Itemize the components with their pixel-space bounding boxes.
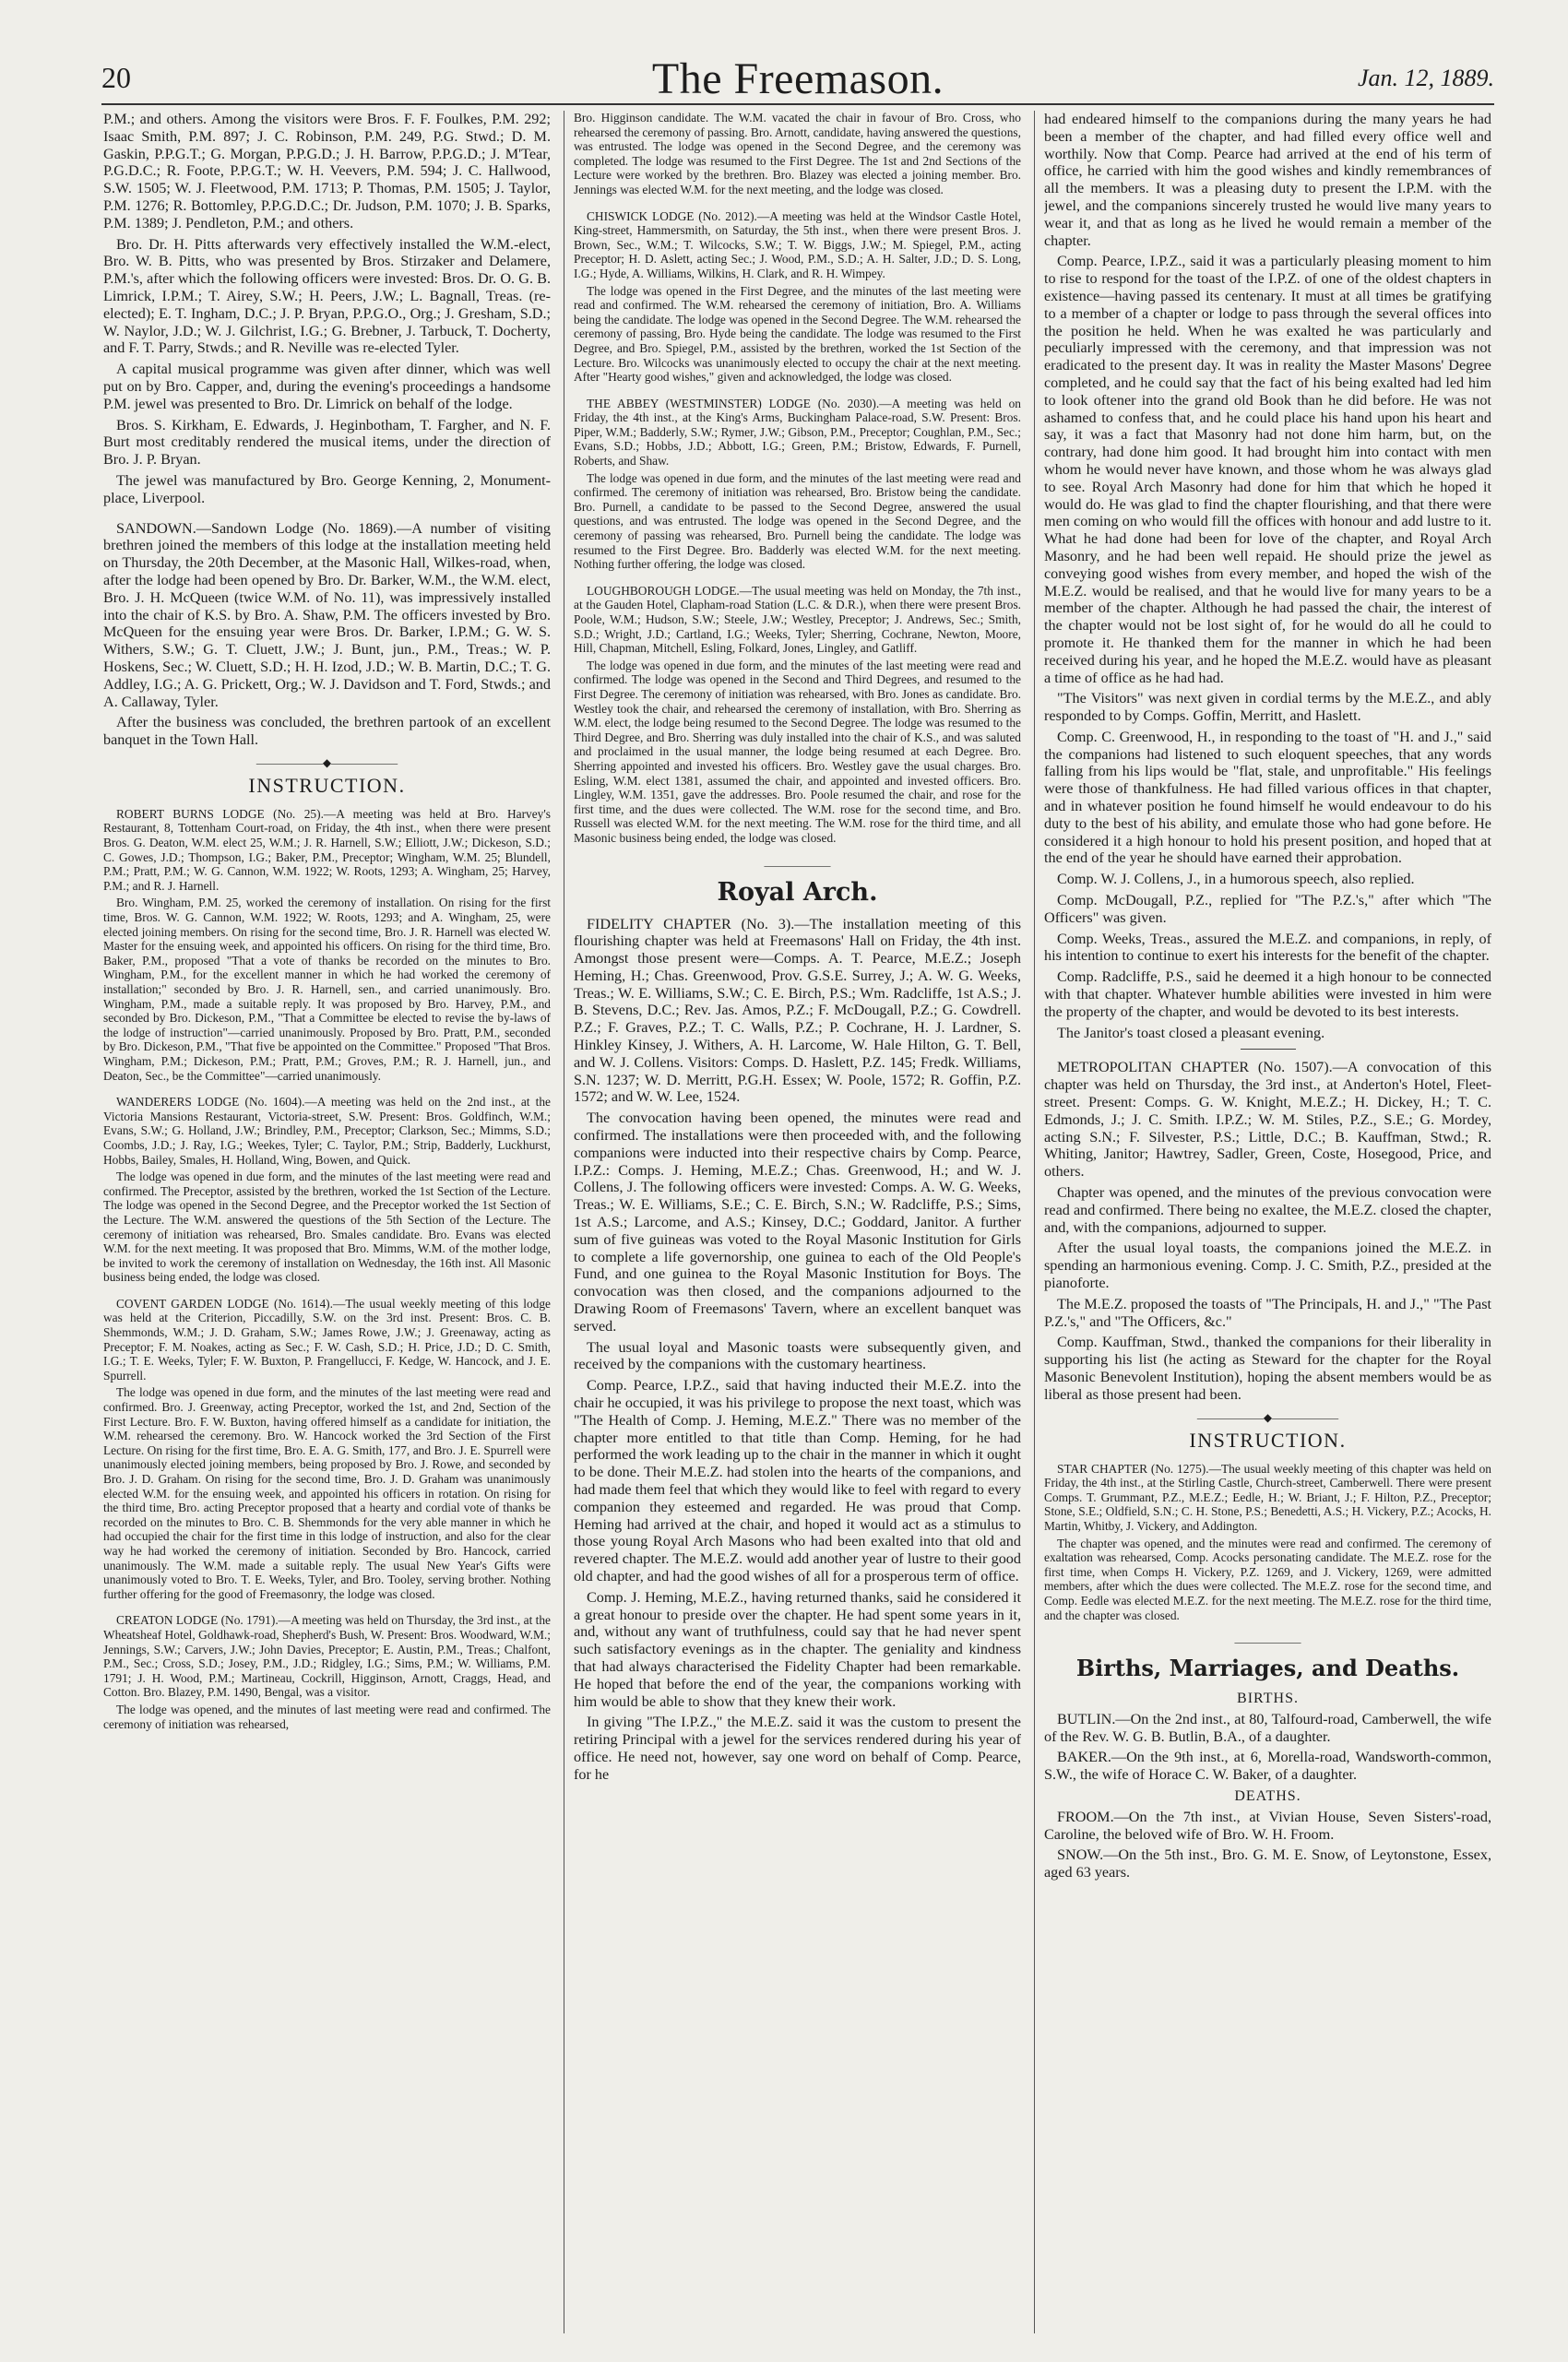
- paragraph: Comp. Pearce, I.P.Z., said that having inducted their M.E.Z. into the chair he occupied, it was his privilege to propose the next toast, which was "The Health of Comp. J. Heming, M.E.Z." There was no member of the chapter more entitled to that title than Comp. Heming, for he had performed the work leading up to the chair in the manner in which it ought to be done. Their M.E.Z. had stolen into the hearts of the companions, and had made them feel that which they would like to feel with regard to every companion they esteemed and regarded. He was proud that Comp. Heming had arrived at the chair, and hoped it would act as a stimulus to those young Royal Arch Masons who had been exalted into that old and revered chapter. The M.E.Z. would add another year of lustre to their good old chapter, and had the good wishes of all for a prosperous term of office.: [574, 1377, 1021, 1585]
- lodge-report: CREATON LODGE (No. 1791).—A meeting was held on Thursday, the 3rd inst., at the Wheatsheaf Hotel, Goldhawk-road, Shepherd's Bush, W. Present: Bros. Woodward, W.M.; Jennings, S.W.; Carvers, J.W.; John Davies, Preceptor; E. Austin, P.M., Treas.; Chalfont, P.M., Sec.; Cross, S.D.; Josey, P.M., J.D.; Ridgley, I.G.; Sims, P.M.; W. Williams, P.M. 1791; J. H. Wood, P.M.; Martineau, Cockrill, Higginson, Arnott, Craggs, Head, and Cotton. Bro. Blazey, P.M. 1490, Bengal, was a visitor.: [103, 1613, 551, 1700]
- lodge-report: The lodge was opened in due form, and the minutes of the last meeting were read and confirmed. The lodge was opened in the Second and Third Degrees, and resumed to the First Degree. The ceremony of initiation was rehearsed, with Bro. Jones as candidate. Bro. Westley took the chair, and rehearsed the ceremony of installation, with Bro. Sherring as W.M. elect, the lodge being resumed to the Second Degree. The lodge was resumed to the Third Degree, and Bro. Sherring was duly installed into the chair of K.S., and was saluted and proclaimed in the usual manner, the lodge being resumed at each Degree. Bro. Sherring appointed and invested his officers. Bro. Westley gave the usual charges. Bro. Esling, W.M. elect 1381, assumed the chair, and appointed and invested officers. Bro. Lingley, W.M. 1351, gave the addresses. Bro. Poole resumed the chair, and rose for the first time, and the dues were collected. The W.M. rose for the second time, and Bro. Russell was elected W.M. for the next meeting. The W.M. rose for the third time, and all Masonic business being ended, the lodge was closed.: [574, 658, 1021, 845]
- paragraph: After the usual loyal toasts, the companions joined the M.E.Z. in spending an harmonious evening. Comp. J. C. Smith, P.Z., presided at the pianoforte.: [1044, 1240, 1491, 1291]
- column-3: [1044, 111, 1491, 2343]
- paragraph: Bros. S. Kirkham, E. Edwards, J. Heginbotham, T. Fargher, and N. F. Burt most creditably rendered the musical items, under the direction of Bro. J. P. Bryan.: [103, 416, 551, 469]
- births-label: BIRTHS.: [1237, 1691, 1299, 1707]
- notice: FROOM.—On the 7th inst., at Vivian House, Seven Sisters'-road, Caroline, the beloved wife of Bro. W. H. Froom.: [1044, 1809, 1491, 1844]
- notice: SNOW.—On the 5th inst., Bro. G. M. E. Snow, of Leytonstone, Essex, aged 63 years.: [1044, 1846, 1491, 1881]
- notice: BAKER.—On the 9th inst., at 6, Morella-road, Wandsworth-common, S.W., the wife of Horace C. W. Baker, of a daughter.: [1044, 1748, 1491, 1783]
- paragraph: Bro. Dr. H. Pitts afterwards very effectively installed the W.M.-elect, Bro. W. B. Pitts, who was presented by Bros. Stirzaker and Delamere, P.M.'s, after which the following officers were invested: Bros. Dr. O. G. B. Limrick, I.P.M.; T. Airey, S.W.; H. Peers, J.W.; L. Bagnall, Treas. (re-elected); E. T. Ingham, D.C.; J. P. Bryan, P.P.G.O., Org.; J. Gresham, S.D.; W. Naylor, J.D.; W. J. Gilchrist, I.G.; G. Brebner, J. Tarbuck, T. Docherty, and F. T. Parry, Stwds.; and R. Neville was re-elected Tyler.: [103, 235, 551, 357]
- lodge-report-sandown: SANDOWN.—Sandown Lodge (No. 1869).—A number of visiting brethren joined the members of this lodge at the installation meeting held on Thursday, the 20th December, at the Masonic Hall, Wilkes-road, when, after the lodge had been opened by Bro. Dr. Barker, W.M., the W.M. elect, Bro. J. H. McQueen (twice W.M. of No. 11), was impressively installed into the chair of K.S. by Bro. A. Shaw, P.M. The officers invested by Bro. McQueen for the ensuing year were Bros. Dr. Barker, I.P.M.; G. W. S. Withers, S.W.; G. T. Cluett, J.W.; J. Bunt, jun., P.M., Treas.; W. P. Hoskens, Sec.; W. Cluett, S.D.; H. H. Izod, J.D.; W. B. Martin, D.C.; T. G. Addley, I.G.; A. G. Prickett, Org.; W. J. Davidson and T. Ford, Stwds.; and A. Callaway, Tyler.: [103, 519, 551, 710]
- column-1: [103, 111, 551, 2343]
- paragraph: The Janitor's toast closed a pleasant evening.: [1057, 1024, 1325, 1041]
- lodge-report: The lodge was opened in the First Degree, and the minutes of the last meeting were read and confirmed. The W.M. rehearsed the ceremony of initiation, Bro. A. Williams being the candidate. The lodge was opened in the Second Degree. The W.M. rehearsed the ceremony of passing, Bro. Hyde being the candidate. The lodge was resumed to the First Degree, and Bro. Spiegel, P.M., assisted by the brethren, worked the 1st Section of the Lecture. Bro. Wilcocks was unanimously elected to occupy the chair at the next meeting. After "Hearty good wishes," given and acknowledged, the lodge was closed.: [574, 283, 1021, 385]
- page-header: [101, 53, 1494, 101]
- column-divider: [1034, 111, 1035, 2333]
- divider: [1241, 1049, 1296, 1050]
- ornament-divider: ——————◆——————: [255, 755, 398, 769]
- lodge-report: Bro. Wingham, P.M. 25, worked the ceremony of installation. On rising for the first time, Bros. W. G. Cannon, W.M. 1922; W. Roots, 1293; and A. Wingham, 25, were elected joining members. On rising for the second time, Bro. J. R. Harnell was elected W. Master for the ensuing week, and appointed his officers. On rising for the third time, Bro. Baker, P.M., proposed "That a vote of thanks be recorded on the minutes to Bro. Wingham, P.M., for the excellent manner in which he had worked the ceremony of installation;" seconded by Bro. J. R. Harnell, sen., and carried unanimously. Bro. Wingham, P.M., made a suitable reply. It was proposed by Bro. Harvey, P.M., and seconded by Bro. Dickeson, P.M., "That a Committee be elected to revise the by-laws of the lodge of instruction"—carried unanimously. Proposed by Bro. Pratt, P.M., seconded by Bro. Dickeson, P.M., "That five be appointed on the Committee." Proposed "That Bros. Wingham, P.M.; Dickeson, P.M.; Pratt, P.M.; Groves, P.M.; R. J. Harnell, jun., and Deaton, Sec., be the Committee"—carried unanimously.: [103, 896, 551, 1083]
- lodge-report: The lodge was opened in due form, and the minutes of the last meeting were read and confirmed. Bro. J. Greenway, acting Preceptor, worked the 1st, and 2nd, Section of the First Lecture. Bro. F. W. Buxton, having offered himself as a candidate for initiation, the W.M. rehearsed the ceremony. Bro. W. Hancock worked the 3rd Section of the First Lecture. On rising for the first time, Bro. E. A. G. Smith, 177, and Bro. J. E. Spurrell were unanimously elected joining members, being proposed by Bro. J. Rowe, and seconded by Bro. J. D. Graham. On rising for the second time, Bro. J. D. Graham was unanimously elected W.M. for the ensuing week, and appointed his officers in rotation. On rising for the third time, Bro. acting Preceptor proposed that a hearty and cordial vote of thanks be recorded on the minutes to Bro. C. B. Shemmonds for the very able manner in which he had occupied the chair for the first time in this lodge of instruction, and also for the clear way he had worked the ceremony of initiation. Seconded by Bro. Hancock, carried unanimously. The W.M. made a suitable reply. The usual New Year's Gifts were unanimously voted to Bro. T. E. Weeks, Tyler, and Bro. Tooley, serving brother. Nothing further offering for the good of Freemasonry, the lodge was closed.: [103, 1385, 551, 1601]
- notice: BUTLIN.—On the 2nd inst., at 80, Talfourd-road, Camberwell, the wife of the Rev. W. G. B. Butlin, B.A., of a daughter.: [1044, 1711, 1491, 1745]
- paragraph: P.M.; and others. Among the visitors were Bros. F. F. Foulkes, P.M. 292; Isaac Smith, P.M. 897; J. C. Robinson, P.M. 249, P.G. Stwd.; D. M. Gaskin, P.P.G.T.; G. Morgan, P.P.G.D.; J. H. Barrow, P.P.G.D.; J. M'Tear, P.G.D.C.; R. Foote, P.P.G.T.; W. H. Veevers, P.M. 594; J. C. Hallwood, S.W. 1505; W. J. Fleetwood, P.M. 1713; P. Thomas, P.M. 1505; J. Taylor, P.M. 1276; R. Bottomley, P.P.G.D.C.; Dr. Judson, P.M. 1070; J. B. Sparks, P.M. 1389; J. Pendleton, P.M.; and others.: [103, 111, 551, 231]
- lodge-report: The lodge was opened in due form, and the minutes of the last meeting were read and confirmed. The Preceptor, assisted by the brethren, worked the 1st Section of the Lecture. The lodge was opened in the Second Degree, and the Preceptor worked the 1st Section of the Lecture. The W.M. answered the questions of the 5th Section of the Lecture. The ceremony of initiation was rehearsed, Bro. Smales candidate. Bro. Evans was elected W.M. for the next meeting. It was proposed that Bro. Mimms, W.M. of the mother lodge, be invited to work the ceremony of installation on Wednesday, the 16th inst. All Masonic business being ended, the lodge was closed.: [103, 1169, 551, 1285]
- paragraph: After the business was concluded, the brethren partook of an excellent banquet in the Town Hall.: [103, 714, 551, 749]
- lodge-report: LOUGHBOROUGH LODGE.—The usual meeting was held on Monday, the 7th inst., at the Gauden Hotel, Clapham-road Station (L.C. & D.R.), when there were present Bros. Poole, W.M.; Hudson, S.W.; Steele, J.W.; Westley, Preceptor; J. Andrews, Sec.; Smith, S.D.; Wright, J.D.; Cartland, I.G.; Weeks, Tyler; Sherring, Cochrane, Newton, Moore, Hill, Chapman, Mitchell, Esling, Folkard, Jones, Lingley, and Gatliff.: [574, 583, 1021, 656]
- newspaper-title: The Freemason.: [651, 54, 944, 103]
- paragraph: A capital musical programme was given after dinner, which was well put on by Bro. Capper, and, during the evening's proceedings a handsome P.M. jewel was presented to Bro. Dr. Limrick on behalf of the lodge.: [103, 361, 551, 412]
- column-2: [574, 111, 1021, 2343]
- lodge-report: THE ABBEY (WESTMINSTER) LODGE (No. 2030).—A meeting was held on Friday, the 4th inst., at the King's Arms, Buckingham Palace-road, S.W. Present: Bros. Piper, W.M.; Badderly, S.W.; Rymer, J.W.; Gibson, P.M., Preceptor; Coughlan, P.M., Sec.; Evans, S.D.; Hobbs, J.D.; Abbott, I.G.; Green, P.M.; Bristow, Edwards, F. Purnell, Roberts, and Shaw.: [574, 396, 1021, 469]
- paragraph: The usual loyal and Masonic toasts were subsequently given, and received by the companions with the customary heartiness.: [574, 1338, 1021, 1373]
- paragraph: The M.E.Z. proposed the toasts of "The Principals, H. and J.," "The Past P.Z.'s," and "The Officers, &c.": [1044, 1295, 1491, 1330]
- issue-date: Jan. 12, 1889.: [1357, 65, 1494, 91]
- header-rule: [101, 103, 1494, 105]
- paragraph: Comp. W. J. Collens, J., in a humorous speech, also replied.: [1057, 871, 1415, 888]
- lodge-report: WANDERERS LODGE (No. 1604).—A meeting was held on the 2nd inst., at the Victoria Mansions Restaurant, Victoria-street, S.W. Present: Bros. Goldfinch, W.M.; Evans, S.W.; G. Holland, J.W.; Brindley, P.M., Preceptor; Clarkson, Sec.; Mimms, S.D.; Coombs, J.D.; J. Ray, I.G.; Weekes, Tyler; C. Taylor, P.M.; Strip, Badderly, Luckhurst, Hobbs, Bailey, Smales, H. Holland, Wing, Bowen, and Quick.: [103, 1095, 551, 1167]
- paragraph: "The Visitors" was next given in cordial terms by the M.E.Z., and ably responded to by Comps. Goffin, Merritt, and Haslett.: [1044, 690, 1491, 725]
- section-heading-royal-arch: —————— Royal Arch.: [574, 859, 1021, 907]
- chapter-report: STAR CHAPTER (No. 1275).—The usual weekly meeting of this chapter was held on Friday, the 4th inst., at the Stirling Castle, Church-street, Camberwell. There were present Comps. T. Grummant, P.Z., M.E.Z.; Eedle, H.; W. Briant, J.; F. Hilton, P.Z., Preceptor; Stone, S.E.; Oldfield, S.N.; C. H. Stone, P.S.; Benedetti, A.S.; H. Vickery, P.Z.; Acocks, H. Martin, Whitby, J. Vickery, and Addington.: [1044, 1461, 1491, 1533]
- section-heading-bmd: —————— Births, Marriages, and Deaths.: [1044, 1635, 1491, 1681]
- ornament-divider: ——————◆——————: [1196, 1410, 1339, 1424]
- paragraph: Comp. J. Heming, M.E.Z., having returned thanks, said he considered it a great honour to preside over the chapter. He had spent some years in it, and, without any want of truthfulness, could say that he had never spent such satisfactory evenings as in the chapter. The geniality and kindness that had always characterised the Fidelity Chapter had been remarkable. He hoped that before the end of the year, the companions working with him would be able to show that they knew their work.: [574, 1588, 1021, 1710]
- chapter-report: METROPOLITAN CHAPTER (No. 1507).—A convocation of this chapter was held on Thursday, the 3rd inst., at Anderton's Hotel, Fleet-street. Present: Comps. G. W. Knight, M.E.Z.; H. Dickey, H.; T. C. Edmonds, J.; J. C. Smith. I.P.Z.; W. M. Stiles, P.Z., S.E.; G. Mordey, acting S.N.; F. Silvester, P.S.; Little, D.C.; B. Kauffman, Stwd.; R. Whiting, Janitor; Hawtrey, Sadler, Green, Coste, Hosegood, Price, and others.: [1044, 1059, 1491, 1181]
- paragraph: Comp. Radcliffe, P.S., said he deemed it a high honour to be connected with that chapter. Whatever humble abilities were invested in him were the property of the chapter, and would be devoted to its best interests.: [1044, 968, 1491, 1020]
- paragraph: Comp. Pearce, I.P.Z., said it was a particularly pleasing moment to him to rise to respond for the toast of the I.P.Z. of one of the oldest chapters in existence—having passed its centenary. It must at all times be gratifying to a member of a chapter or lodge to pass through the several offices into the position he held. When he was exalted he was particularly and peculiarly impressed with the ceremony, and that impression was not eradicated to the present day. It was in reality the Master Masons' Degree completed, and he could say that the fact of his being exalted had led him to look oftener into the grand old Book than he did before. He was not ashamed to confess that, and he could place his hand upon his heart and say, it was a fact that Masonry had not done him harm, but, on the contrary, had done him good. It had brought him into contact with men whom he would never have known, and those whom he was always glad to see. Royal Arch Masonry had done for him that which he hoped it would do. He was glad to find the chapter flourishing, and that there were men coming on who would fill the offices with honour and add lustre to it. What he had done had been for love of the chapter, and Royal Arch Masonry, and he had been well repaid. He should prize the jewel as conveying good wishes from every member, and hoped the wish of the M.E.Z. would be realised, and that he would live for many years to be a member of the chapter. Although he had passed the chair, the interest of the chapter would not be lost sight of, for he would do all he could to promote it. He thanked them for the manner in which he had been received during his year, and he hoped the M.E.Z. would have as pleasant a time of office as he had had.: [1044, 253, 1491, 686]
- paragraph: Comp. Weeks, Treas., assured the M.E.Z. and companions, in reply, of his intention to continue to exert his interests for the benefit of the chapter.: [1044, 930, 1491, 965]
- paragraph: Comp. Kauffman, Stwd., thanked the companions for their liberality in supporting his list (he acting as Steward for the chapter for the Royal Masonic Benevolent Institution), hoping the absent members would be as liberal as those present had been.: [1044, 1334, 1491, 1403]
- chapter-report: FIDELITY CHAPTER (No. 3).—The installation meeting of this flourishing chapter was held at Freemasons' Hall on Friday, the 4th inst. Amongst those present were—Comps. A. T. Pearce, M.E.Z.; Joseph Heming, H.; Chas. Greenwood, Prov. G.S.E. Surrey, J.; A. W. G. Weeks, Treas.; W. E. Williams, S.W.; C. E. Birch, P.S.; Wm. Radcliffe, 1st A.S.; J. B. Stevens, D.C.; Rev. Jas. Amos, P.Z.; F. McDougall, P.Z.; G. Cowdrell. P.Z.; F. Graves, P.Z.; T. C. Walls, P.Z.; P. Cochrane, H. J. Lardner, S. Hinkley Kinsey, J. Withers, A. H. Larcome, W. Hale Hilton, G. T. Bell, and W. J. Collens. Visitors: Comps. D. Haslett, P.Z. 145; Fredk. Williams, S.N. 1237; W. D. Merritt, P.G.H. Essex; W. Poole, 1572; R. Goffin, P.Z. 1572; and W. W. Lee, 1524.: [574, 915, 1021, 1106]
- deaths-label: DEATHS.: [1234, 1788, 1301, 1805]
- lodge-report: COVENT GARDEN LODGE (No. 1614).—The usual weekly meeting of this lodge was held at the Criterion, Piccadilly, S.W. on the 3rd inst. Present: Bros. C. B. Shemmonds, W.M.; J. D. Graham, S.W.; James Rowe, J.W.; J. Greenaway, acting as Preceptor; F. M. Noakes, acting as Sec.; F. W. Cash, S.D.; H. Price, J.D.; D. C. Smith, I.G.; T. E. Weeks, Tyler; F. W. Buxton, P. Frangellucci, F. Kedge, W. Hancock, and J. E. Spurrell.: [103, 1296, 551, 1383]
- paragraph: Chapter was opened, and the minutes of the previous convocation were read and confirmed. There being no exaltee, the M.E.Z. closed the chapter, and, with the companions, adjourned to supper.: [1044, 1184, 1491, 1236]
- paragraph: Comp. C. Greenwood, H., in responding to the toast of "H. and J.," said the companions had listened to such eloquent speeches, that any words falling from his lips would be "flat, stale, and unprofitable." His feelings were those of thankfulness. He had filled various offices in that chapter, and in whatever position he found himself he would endeavour to do his duty to the best of his ability, and emulate those who had gone before. He considered it a high honour to hold his present position, and hoped that at the end of the year he should have earned their approbation.: [1044, 728, 1491, 867]
- lodge-report: Bro. Higginson candidate. The W.M. vacated the chair in favour of Bro. Cross, who rehearsed the ceremony of passing. Bro. Arnott, candidate, having answered the questions, was entrusted. The lodge was opened in the Second Degree, and the ceremony was completed. The lodge was resumed to the First Degree. The 1st and 2nd Sections of the Lecture were worked by the brethren. Bro. Blazey was elected a joining member. Bro. Jennings was elected W.M. for the next meeting, and the lodge was closed.: [574, 111, 1021, 196]
- paragraph: Comp. McDougall, P.Z., replied for "The P.Z.'s," after which "The Officers" was given.: [1044, 892, 1491, 926]
- ornament-divider: ——————: [764, 858, 831, 872]
- paragraph: In giving "The I.P.Z.," the M.E.Z. said it was the custom to present the retiring Principal with a jewel for the services rendered during his year of office. He need not, however, say one word on behalf of Comp. Pearce, for he: [574, 1714, 1021, 1783]
- lodge-report: The lodge was opened in due form, and the minutes of the last meeting were read and confirmed. The ceremony of initiation was rehearsed, Bro. Bristow being the candidate. Bro. Purnell, a candidate to be passed to the Second Degree, answered the usual questions, and was entrusted. The lodge was opened in the Second Degree, and the ceremony of passing was rehearsed, Bro. Purnell being the candidate. The lodge was resumed to the First Degree. Bro. Badderly was elected W.M. for the next meeting. Nothing further offering, the lodge was closed.: [574, 470, 1021, 572]
- lodge-report: The lodge was opened, and the minutes of last meeting were read and confirmed. The ceremony of initiation was rehearsed,: [103, 1702, 551, 1731]
- paragraph: The convocation having been opened, the minutes were read and confirmed. The installations were then proceeded with, and the following companions were inducted into their respective chairs by Comp. Pearce, I.P.Z.: Comps. J. Heming, M.E.Z.; Chas. Greenwood, H.; and W. J. Collens, J. The following officers were invested: Comps. A. W. G. Weeks, Treas.; W. E. Williams, S.E.; C. E. Birch, S.N.; W. Radcliffe, P.S.; Sims, 1st A.S.; Larcome, and A.S.; Kinsey, D.C.; Goddard, Janitor. A further sum of five guineas was voted to the Royal Masonic Institution for Girls to complete a life governorship, one guinea to each of the Old People's Fund, and one guinea to the Royal Masonic Institution for Boys. The convocation was then closed, and the companions adjourned to the Drawing Room of Freemasons' Tavern, where an excellent banquet was served.: [574, 1110, 1021, 1335]
- section-heading: ——————◆—————— INSTRUCTION.: [103, 756, 551, 798]
- ornament-divider: ——————: [1234, 1635, 1301, 1649]
- lodge-report: CHISWICK LODGE (No. 2012).—A meeting was held at the Windsor Castle Hotel, King-street, Hammersmith, on Saturday, the 5th inst., when there were present Bros. J. Brown, Sec., W.M.; T. Wilcocks, S.W.; T. W. Biggs, J.W.; M. Spiegel, P.M., acting Preceptor; H. D. Aslett, acting Sec.; J. Wood, P.M., S.D.; A. H. Salter, J.D.; D. S. Long, I.G.; Hyde, A. Williams, Wilkins, H. Clark, and R. H. Wimpey.: [574, 208, 1021, 280]
- paragraph: had endeared himself to the companions during the many years he had been a member of the chapter, and had filled every office well and worthily. Now that Comp. Pearce had arrived at the end of his term of office, he carried with him the good wishes and kindly remembrances of all the members. It was a pleasing duty to present the I.P.M. with the jewel, and the companions sincerely trusted he would live many years to wear it, and that as long as he lived he would remain a member of the chapter.: [1044, 111, 1491, 249]
- section-heading: ——————◆—————— INSTRUCTION.: [1044, 1411, 1491, 1453]
- page-number: 20: [101, 61, 131, 94]
- lodge-report: ROBERT BURNS LODGE (No. 25).—A meeting was held at Bro. Harvey's Restaurant, 8, Tottenham Court-road, on Friday, the 4th inst., when there were present Bros. G. Deaton, W.M. elect 25, W.M.; J. R. Harnell, S.W.; Elliott, J.W.; Dickeson, S.D.; C. Gowes, J.D.; Thompson, I.G.; Baker, P.M., Preceptor; Wingham, W.M. 25; Blundell, P.M.; Pratt, P.M.; W. G. Cannon, W.M. 1922; W. Roots, 1293; A. Wingham, 25; Harvey, P.M.; and R. J. Harnell.: [103, 806, 551, 893]
- paragraph: The jewel was manufactured by Bro. George Kenning, 2, Monument-place, Liverpool.: [103, 471, 551, 506]
- chapter-report: The chapter was opened, and the minutes were read and confirmed. The ceremony of exaltation was rehearsed, Comp. Acocks personating candidate. The M.E.Z. rose for the first time, when Comps H. Vickery, P.Z. 1269, and J. Vickery, 1269, were admitted members, after which the dues were collected. The M.E.Z. rose for the second time, and Comp. Eedle was elected M.E.Z. for the next meeting. The M.E.Z. rose for the third time, and the chapter was closed.: [1044, 1536, 1491, 1622]
